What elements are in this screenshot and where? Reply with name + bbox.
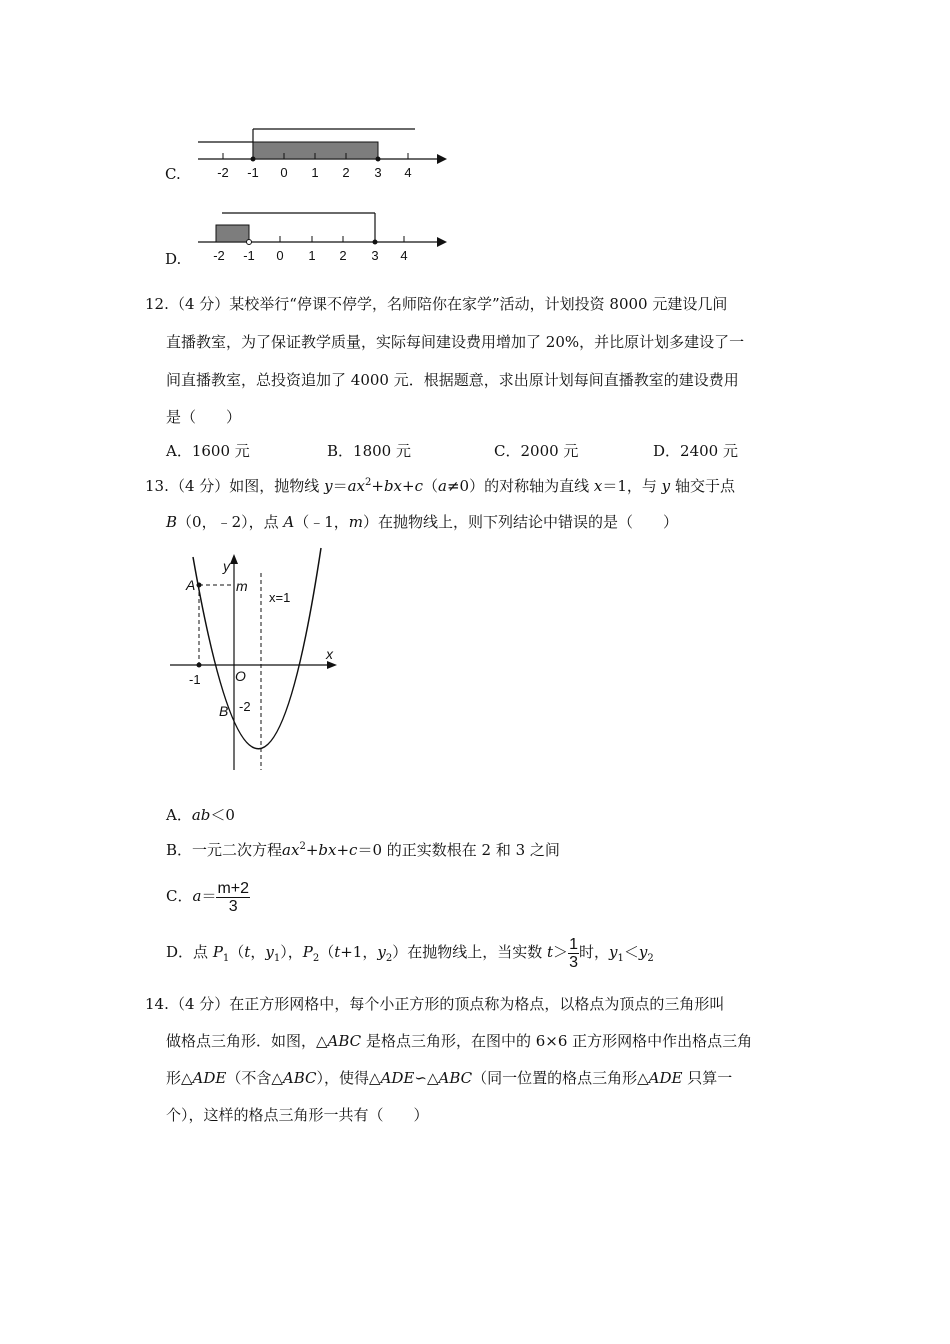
tick-c-3: 1 (311, 165, 319, 180)
graph-label-m: m (236, 578, 248, 594)
graph-label-x: x (326, 646, 333, 662)
q14-line3: 形△ADE（不含△ABC），使得△ADE∽△ABC（同一位置的格点三角形△ADE 只算一 (166, 1069, 733, 1087)
option-d-label: D. (165, 250, 182, 268)
q13-option-c: C．a＝ $\frac{m+2}{3}$ (166, 879, 250, 915)
q12-option-d: D．2400 元 (653, 442, 738, 460)
q12-number: 12. (145, 295, 169, 313)
q12-option-b: B．1800 元 (327, 442, 411, 460)
q13-option-d: D．点 $P_1(t$，$y_1$），$P_2(t+1$，$y_2$）在抛物线上，当实数 t＞ $\frac{1}{3}$ 时，$y_1<y_2$ (166, 935, 654, 971)
tick-d-3: 1 (308, 248, 316, 263)
tick-c-4: 2 (342, 165, 350, 180)
q12-line1: （4 分）某校举行“停课不停学，名师陪你在家学”活动，计划投资 8000 元建设几间 (170, 295, 728, 313)
q13-line1: （4 分）如图，抛物线 $y=ax^2+bx+c(a\ne 0)$的对称轴为直线 x＝1，与 y 轴交于点 (170, 477, 735, 495)
option-c-label: C. (165, 165, 181, 183)
q13-option-b: B．一元二次方程$ax^2+bx+c=0$ 的正实数根在 2 和 3 之间 (166, 841, 560, 859)
graph-label-a: A (186, 577, 196, 593)
q12-line4: 是（ ） (166, 408, 242, 426)
q14-number: 14. (145, 995, 169, 1013)
tick-c-2: 0 (280, 165, 288, 180)
parabola-graph (165, 545, 345, 780)
tick-d-5: 3 (371, 248, 379, 263)
tick-d-2: 0 (276, 248, 284, 263)
q12-option-a: A．1600 元 (166, 442, 250, 460)
tick-d-6: 4 (400, 248, 408, 263)
q13-number: 13. (145, 477, 169, 495)
graph-label-o: O (235, 668, 246, 684)
q13-line2: B（0，﹣2），点 A（﹣1，m）在抛物线上，则下列结论中错误的是（ ） (166, 513, 679, 531)
fraction-one-third: $\frac{1}{3}$ (569, 935, 578, 971)
graph-label-b: B (219, 703, 229, 719)
tick-c-0: -2 (217, 165, 229, 180)
q12-option-c: C．2000 元 (494, 442, 579, 460)
tick-c-5: 3 (374, 165, 382, 180)
graph-label-minus2: -2 (239, 699, 251, 714)
fraction-m-plus-2-over-3: $\frac{m+2}{3}$ (217, 879, 250, 915)
graph-label-minus1: -1 (189, 672, 201, 687)
q14-line4: 个），这样的格点三角形一共有（ ） (166, 1106, 429, 1124)
tick-d-4: 2 (339, 248, 347, 263)
tick-c-1: -1 (247, 165, 259, 180)
q14-line2: 做格点三角形．如图，△ABC 是格点三角形，在图中的 6×6 正方形网格中作出格点三角 (166, 1032, 753, 1050)
number-line-c (195, 122, 455, 184)
q12-line3: 间直播教室，总投资追加了 4000 元．根据题意，求出原计划每间直播教室的建设费用 (166, 371, 739, 389)
tick-c-6: 4 (404, 165, 412, 180)
q13-option-a: A．ab＜0 (166, 806, 235, 824)
q12-line2: 直播教室，为了保证教学质量，实际每间建设费用增加了 20%，并比原计划多建设了一 (166, 333, 745, 351)
q14-line1: （4 分）在正方形网格中，每个小正方形的顶点称为格点，以格点为顶点的三角形叫 (170, 995, 725, 1013)
graph-label-axis: x=1 (269, 590, 291, 605)
tick-d-1: -1 (243, 248, 255, 263)
number-line-d (195, 205, 455, 267)
tick-d-0: -2 (213, 248, 225, 263)
graph-label-y: y (223, 558, 230, 574)
